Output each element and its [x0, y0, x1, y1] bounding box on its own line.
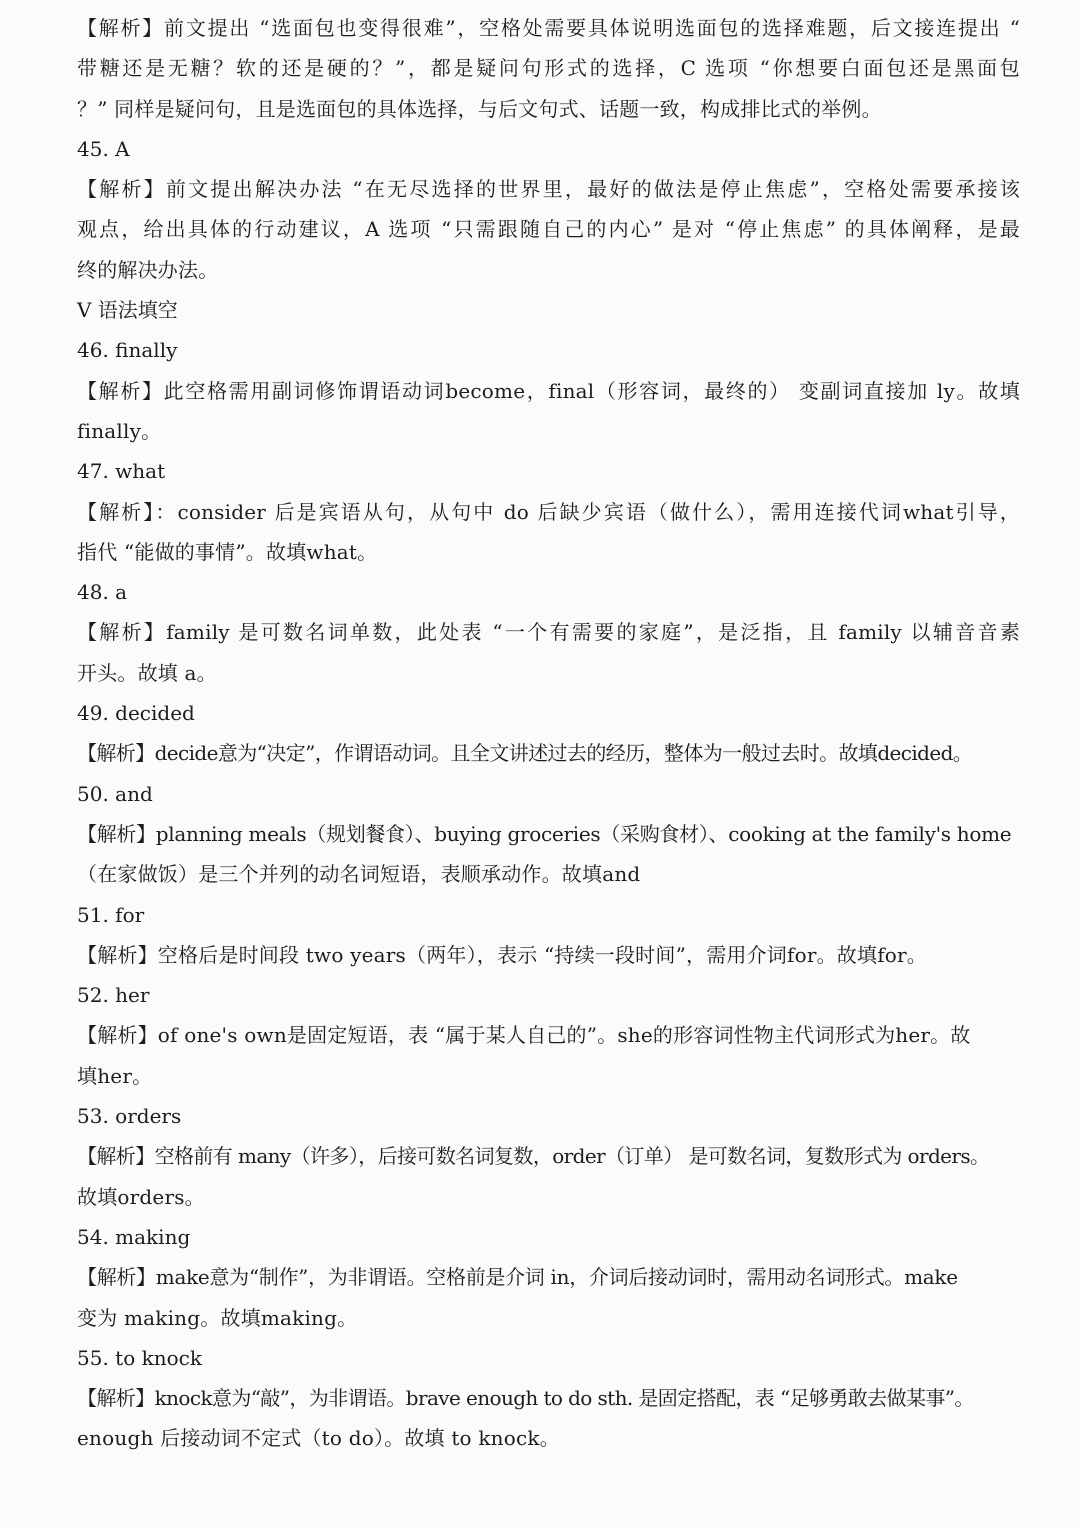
explanation-line: 【解析】空格后是时间段 two years（两年），表示 “持续一段时间”，需用介词for。故填for。: [77, 942, 928, 967]
explanation-line: 观点，给出具体的行动建议，A 选项 “只需跟随自己的内心” 是对 “停止焦虑” 的具体阐释，是最: [77, 217, 1020, 242]
explanation-block: [77, 1136, 1020, 1217]
answer-46: 46. finally: [77, 338, 178, 363]
explanation-line: 变为 making。故填making。: [77, 1305, 358, 1330]
explanation-block: [77, 169, 1020, 290]
answer-49: 49. decided: [77, 701, 195, 726]
explanation-block: [77, 612, 1020, 693]
explanation-line: （在家做饭）是三个并列的动名词短语，表顺承动作。故填and: [77, 862, 641, 887]
explanation-block: [77, 1378, 1020, 1459]
answer-45: 45. A: [77, 136, 130, 161]
explanation-line: ？” 同样是疑问句，且是选面包的具体选择，与后文句式、话题一致，构成排比式的举例。: [77, 96, 882, 121]
explanation-block: [77, 935, 1020, 975]
explanation-block: [77, 1015, 1020, 1096]
explanation-line: 【解析】knock意为“敲”，为非谓语。brave enough to do sth. 是固定搭配，表 “足够勇敢去做某事”。: [77, 1386, 974, 1411]
explanation-line: 【解析】空格前有 many（许多），后接可数名词复数，order（订单） 是可数名词，复数形式为 orders。: [77, 1144, 990, 1169]
explanation-line: 填her。: [77, 1063, 153, 1088]
explanation-line: 【解析】make意为“制作”，为非谓语。空格前是介词 in，介词后接动词时，需用动名词形式。make: [77, 1265, 958, 1290]
answer-51: 51. for: [77, 902, 145, 927]
explanation-line: 开头。故填 a。: [77, 660, 217, 685]
answer-53: 53. orders: [77, 1104, 182, 1129]
explanation-line: 故填orders。: [77, 1184, 205, 1209]
answer-54: 54. making: [77, 1224, 191, 1249]
answer-52: 52. her: [77, 983, 150, 1008]
explanation-line: 【解析】：consider 后是宾语从句，从句中 do 后缺少宾语（做什么），需用连接代词what引导，: [77, 499, 1020, 524]
explanation-block: [77, 1257, 1020, 1338]
explanation-line: enough 后接动词不定式（to do）。故填 to knock。: [77, 1426, 560, 1451]
explanation-line: 终的解决办法。: [77, 257, 219, 282]
explanation-line: finally。: [77, 418, 162, 443]
explanation-block: [77, 371, 1020, 452]
explanation-line: 【解析】family 是可数名词单数，此处表 “一个有需要的家庭”，是泛指，且 family 以辅音音素: [77, 620, 1020, 645]
explanation-line: 【解析】前文提出解决办法 “在无尽选择的世界里，最好的做法是停止焦虑”，空格处需要承接该: [77, 177, 1020, 202]
explanation-block: [77, 492, 1020, 573]
explanation-line: 【解析】planning meals（规划餐食）、buying groceries（采购食材）、cooking at the family's home: [77, 821, 1012, 846]
explanation-line: 指代 “能做的事情”。故填what。: [77, 539, 378, 564]
answer-47: 47. what: [77, 459, 166, 484]
explanation-block: [77, 8, 1020, 129]
explanation-line: 【解析】前文提出 “选面包也变得很难”，空格处需要具体说明选面包的选择难题，后文接连提出 “: [77, 16, 1020, 40]
explanation-line: 【解析】decide意为“决定”，作谓语动词。且全文讲述过去的经历，整体为一般过去时。故填decided。: [77, 741, 973, 766]
explanation-block: [77, 814, 1020, 895]
explanation-line: 【解析】此空格需用副词修饰谓语动词become，final（形容词，最终的） 变副词直接加 ly。故填: [77, 378, 1020, 403]
section-heading: V 语法填空: [77, 298, 178, 323]
explanation-line: 【解析】of one's own是固定短语，表 “属于某人自己的”。she的形容词性物主代词形式为her。故: [77, 1023, 971, 1048]
answer-55: 55. to knock: [77, 1345, 202, 1370]
answer-48: 48. a: [77, 580, 128, 605]
explanation-block: [77, 733, 1020, 773]
answer-50: 50. and: [77, 781, 153, 806]
explanation-line: 带糖还是无糖？软的还是硬的？”，都是疑问句形式的选择，C 选项 “你想要白面包还是黑面包: [77, 56, 1020, 81]
